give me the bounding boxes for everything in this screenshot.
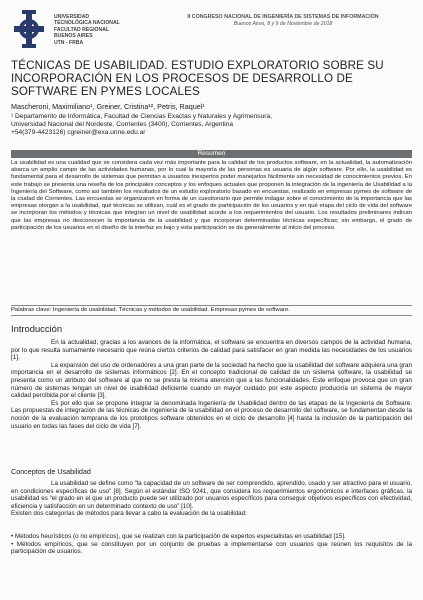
keywords: Palabras clave: Ingeniería de usabilidad. Técnicas y métodos de usabilidad. Empresas pymes de software. <box>11 305 412 316</box>
utn-logo-icon <box>8 8 50 50</box>
list-item: • Métodos empíricos, que se constituyen por un conjunto de pruebas a implementarse con usuarios que reúnen los requisitos de la participación de usuarios. <box>11 540 412 556</box>
institution-name: UNIVERSIDAD TECNOLÓGICA NACIONAL FACULTAD REGIONAL BUENOS AIRES UTN - FRBA <box>54 14 120 46</box>
resumen-heading: Resumen <box>11 150 412 158</box>
concepts-body <box>11 480 412 518</box>
list-item: • Métodos heurísticos (o no empíricos), que se realizan con la participación de expertos especialistas en usabilidad [15]. <box>11 533 346 540</box>
conference-name: II CONGRESO NACIONAL DE INGENIERÍA DE SISTEMAS DE INFORMACIÓN Buenos Aires, 8 y 9 de Noviembre de 2018 <box>148 14 418 28</box>
paragraph: Existen dos categorías de métodos para llevar a cabo la evaluación de la usabilidad: <box>11 510 247 518</box>
section-heading-introduction: Introducción <box>11 323 63 334</box>
paragraph: La expansión del uso de ordenadores a una gran parte de la sociedad ha hecho que la usabilidad del software adquiera una gran importancia en el desarrollo de sistemas informáticos [2]. En el concepto tradicional de calidad de un sistema software, la usabilidad se presenta como un atributo del software al que no se presta la misma atención que a las funcionalidades. Este enfoque provoca que un gran número de sistemas tengan un nivel de usabilidad deficiente cuando un mayor cuidado por este aspecto produciría un sistema de mayor calidad percibida por el cliente [3]. <box>11 361 412 400</box>
introduction-body <box>11 339 412 430</box>
conference-subtitle: Buenos Aires, 8 y 9 de Noviembre de 2018 <box>233 20 333 27</box>
paragraph: En la actualidad, gracias a los avances de la informática, el software se encuentra en diversos campos de la actividad humana, por lo que resulta sumamente necesario que reúna ciertos criterios de calidad para satisfacer en gran medida las necesidades de los usuarios [1]. <box>11 339 412 362</box>
page-header <box>8 6 418 56</box>
affiliation: ¹ Departamento de Informática, Facultad de Ciencias Exactas y Naturales y Agrimensura, Universidad Nacional del Nordeste, Corrientes (3400), Corrientes, Argentina +54(379-4423126) cgreiner@exa.unne.edu.ar <box>11 113 272 137</box>
abstract-text: La usabilidad es una cualidad que se considera cada vez más importante para la calidad de los productos software, en la actualidad, la automatización abarca un amplio campo de las actividades humanas, por lo cual la mayoría de las personas es usuaria de algún software. Por ello, la usabilidad es fundamental para el desarrollo de sistemas que permitan a usuarios inexpertos poder manejarlos fácilmente sin necesidad de conocimientos previos. En este trabajo se presenta una reseña de los principales conceptos y los enfoques actuales que proponen la integración de la ingeniería de Usabilidad a la Ingeniería del Software, como así también los resultados de un estudio exploratorio basado en encuestas, realizado en empresas pymes de software de la ciudad de Corrientes. Las encuestas se organizaron en forma de un cuestionario que permite indagar sobre el conocimiento de la importancia que las empresas otorgan a la usabilidad, qué técnicas se utilizan, cuál es el grado de participación de los usuarios y en qué etapa del ciclo de vida del software se incorporan los métodos y técnicas que integran un nivel de usabilidad acorde a los requerimientos del usuario. Los resultados preliminares indican que las empresas no desconocen la importancia de la usabilidad y que incorporan determinadas técnicas específicas; sin embargo, el grado de participación de los usuarios en el diseño de la interfaz es bajo y esta participación se da generalmente al inicio del proceso. <box>11 160 412 231</box>
paragraph: La usabilidad se define como “la capacidad de un software de ser comprendido, aprendido, usado y ser atractivo para el usuario, en condiciones específicas de uso” [8]. Según el estándar ISO 9241, que considera los requerimientos ergonómicos e interfaces gráficas, la usabilidad es “el grado en el que un producto puede ser utilizado por usuarios específicos para conseguir objetivos específicos con efectividad, eficiencia y satisfacción en un determinado contexto de uso” [10]. <box>11 480 412 510</box>
paragraph: Es por ello que se propone integrar la denominada Ingeniería de Usabilidad dentro de las etapas de la Ingeniería de Software. Las propuestas de integración de las técnicas de ingeniería de la usabilidad en el proceso de desarrollo del software, se fundamentan desde la noción de la evaluación temprana de los prototipos software obtenidos en el ciclo de desarrollo [4] hasta la inclusión de la participación del usuario en todas las fases del ciclo de vida [7]. <box>11 399 412 430</box>
section-heading-concepts: Conceptos de Usabilidad <box>11 467 91 476</box>
paper-title: TÉCNICAS DE USABILIDAD. ESTUDIO EXPLORATORIO SOBRE SU INCORPORACIÓN EN LOS PROCESOS DE DESARROLLO DE SOFTWARE EN PYMES LOCALES <box>11 59 384 98</box>
authors: Mascheroni, Maximiliano¹, Greiner, Cristina¹², Petris, Raquel¹ <box>11 102 205 111</box>
bullet-list <box>11 533 412 556</box>
